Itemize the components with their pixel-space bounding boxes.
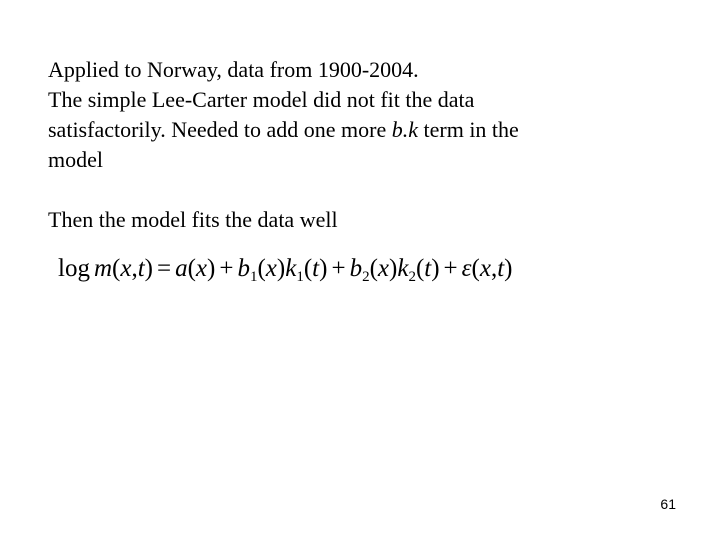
equation-k: k [285,255,297,282]
text-line-model: model [48,147,103,172]
text-before-term: satisfactorily. Needed to add one more [48,117,392,142]
equation-open-paren: ( [471,255,480,282]
equation-close-paren: ) [504,255,513,282]
equation-plus: + [219,255,234,282]
equation-subscript-1: 1 [296,269,304,285]
equation-equals: = [156,255,172,282]
equation-epsilon: ε [461,255,472,282]
equation-a: a [175,255,188,282]
equation-subscript-2: 2 [362,269,370,285]
equation-t: t [424,255,432,282]
equation-open-paren: ( [303,255,313,282]
equation-x: x [120,255,132,282]
bk-term: b.k [391,117,418,142]
lee-carter-equation [58,247,512,291]
equation-close-paren: ) [319,255,328,282]
equation-close-paren: ) [276,255,286,282]
equation-x: x [195,255,208,282]
equation-subscript-1: 1 [249,269,258,285]
equation-close-paren: ) [431,255,440,282]
equation-comma: , [131,255,138,282]
equation-b: b [237,255,250,282]
text-line-model-fit: The simple Lee-Carter model did not fit the data [48,87,475,112]
equation-open-paren: ( [369,255,378,282]
equation-open-paren: ( [257,255,266,282]
equation-t: t [312,255,320,282]
equation-open-paren: ( [415,255,425,282]
slide-text-block [48,55,648,235]
text-line-norway-data: Applied to Norway, data from 1900-2004. [48,57,419,82]
text-after-term: term in the [418,117,519,142]
equation-plus: + [443,255,458,282]
text-line-additional-term [48,115,648,145]
paragraph-gap [48,175,648,205]
equation-close-paren: ) [207,255,216,282]
equation-x: x [265,255,277,282]
equation-close-paren: ) [144,255,153,282]
equation-comma: , [490,255,498,282]
equation-t: t [497,255,505,282]
equation-x: x [479,255,491,282]
page-number: 61 [660,496,676,512]
equation-k: k [397,255,409,282]
equation-open-paren: ( [187,255,196,282]
equation-b: b [349,255,363,282]
equation-plus: + [331,255,346,282]
equation-x: x [377,255,389,282]
equation-subscript-2: 2 [408,269,416,285]
equation-m: m [93,255,113,282]
text-line-model-fits: Then the model fits the data well [48,207,338,232]
equation-open-paren: ( [112,255,121,282]
equation-log: log [58,255,90,282]
equation-close-paren: ) [389,255,398,282]
equation-t: t [137,255,145,282]
